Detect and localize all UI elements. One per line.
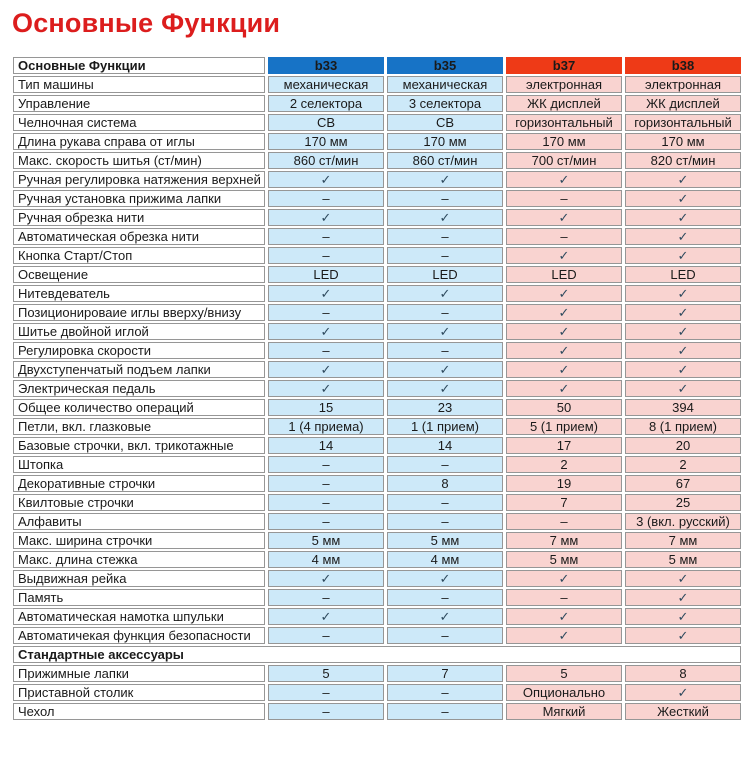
check-icon: ✓ xyxy=(320,571,332,586)
table-row xyxy=(13,285,741,302)
check-icon: ✓ xyxy=(677,343,689,358)
cell-b37: 7 мм xyxy=(506,532,622,549)
table-body xyxy=(13,76,741,720)
cell-b33: 15 xyxy=(268,399,384,416)
table-row xyxy=(13,247,741,264)
check-icon: ✓ xyxy=(439,381,451,396)
table-row xyxy=(13,171,741,188)
cell-b38 xyxy=(625,361,741,378)
row-label: Позиционироваие иглы вверху/внизу xyxy=(13,304,265,321)
cell-b35: 3 селектора xyxy=(387,95,503,112)
table-row xyxy=(13,456,741,473)
table-row xyxy=(13,608,741,625)
cell-b33: LED xyxy=(268,266,384,283)
cell-b38 xyxy=(625,608,741,625)
cell-b37: горизонтальный xyxy=(506,114,622,131)
check-icon: ✓ xyxy=(439,609,451,624)
row-label: Электрическая педаль xyxy=(13,380,265,397)
check-icon: ✓ xyxy=(439,210,451,225)
cell-b37 xyxy=(506,285,622,302)
model-header-b35: b35 xyxy=(387,57,503,74)
check-icon: ✓ xyxy=(558,286,570,301)
row-label: Макс. длина стежка xyxy=(13,551,265,568)
table-row xyxy=(13,570,741,587)
check-icon: ✓ xyxy=(558,362,570,377)
table-row xyxy=(13,95,741,112)
check-icon: ✓ xyxy=(439,571,451,586)
cell-b38: ЖК дисплей xyxy=(625,95,741,112)
row-label: Тип машины xyxy=(13,76,265,93)
row-label: Декоративные строчки xyxy=(13,475,265,492)
cell-b33 xyxy=(268,361,384,378)
table-row xyxy=(13,133,741,150)
check-icon: ✓ xyxy=(558,571,570,586)
cell-b37 xyxy=(506,304,622,321)
check-icon: ✓ xyxy=(558,248,570,263)
table-row xyxy=(13,114,741,131)
row-label: Регулировка скорости xyxy=(13,342,265,359)
check-icon: ✓ xyxy=(320,362,332,377)
cell-b35: – xyxy=(387,513,503,530)
cell-b35: 1 (1 прием) xyxy=(387,418,503,435)
check-icon: ✓ xyxy=(558,609,570,624)
check-icon: ✓ xyxy=(677,305,689,320)
check-icon: ✓ xyxy=(320,609,332,624)
table-row xyxy=(13,551,741,568)
table-row xyxy=(13,399,741,416)
section-header: Стандартные аксессуары xyxy=(13,646,741,663)
row-label: Шитье двойной иглой xyxy=(13,323,265,340)
cell-b35: 170 мм xyxy=(387,133,503,150)
check-icon: ✓ xyxy=(677,210,689,225)
cell-b33: – xyxy=(268,627,384,644)
cell-b35: механическая xyxy=(387,76,503,93)
header-row xyxy=(13,57,741,74)
cell-b33: 1 (4 приема) xyxy=(268,418,384,435)
check-icon: ✓ xyxy=(439,286,451,301)
table-corner-header: Основные Функции xyxy=(13,57,265,74)
cell-b37: 5 xyxy=(506,665,622,682)
check-icon: ✓ xyxy=(320,286,332,301)
cell-b33 xyxy=(268,608,384,625)
table-row xyxy=(13,228,741,245)
row-label: Петли, вкл. глазковые xyxy=(13,418,265,435)
check-icon: ✓ xyxy=(558,343,570,358)
cell-b35: – xyxy=(387,589,503,606)
row-label: Макс. ширина строчки xyxy=(13,532,265,549)
cell-b37: 5 мм xyxy=(506,551,622,568)
check-icon: ✓ xyxy=(677,628,689,643)
cell-b38: электронная xyxy=(625,76,741,93)
cell-b38: 20 xyxy=(625,437,741,454)
cell-b38: 394 xyxy=(625,399,741,416)
cell-b35 xyxy=(387,570,503,587)
cell-b33: – xyxy=(268,304,384,321)
cell-b38: 8 xyxy=(625,665,741,682)
cell-b37 xyxy=(506,608,622,625)
check-icon: ✓ xyxy=(320,172,332,187)
check-icon: ✓ xyxy=(677,685,689,700)
cell-b35: – xyxy=(387,494,503,511)
row-label: Базовые строчки, вкл. трикотажные xyxy=(13,437,265,454)
cell-b38 xyxy=(625,171,741,188)
cell-b33: 5 мм xyxy=(268,532,384,549)
row-label: Автоматическая намотка шпульки xyxy=(13,608,265,625)
cell-b37 xyxy=(506,323,622,340)
cell-b37 xyxy=(506,247,622,264)
cell-b38: 3 (вкл. русский) xyxy=(625,513,741,530)
cell-b35: 23 xyxy=(387,399,503,416)
row-label: Ручная установка прижима лапки xyxy=(13,190,265,207)
table-row xyxy=(13,209,741,226)
row-label: Длина рукава справа от иглы xyxy=(13,133,265,150)
row-label: Ручная регулировка натяжения верхней xyxy=(13,171,265,188)
row-label: Кнопка Старт/Стоп xyxy=(13,247,265,264)
cell-b38 xyxy=(625,304,741,321)
row-label: Ручная обрезка нити xyxy=(13,209,265,226)
cell-b33: 4 мм xyxy=(268,551,384,568)
cell-b38 xyxy=(625,570,741,587)
cell-b37 xyxy=(506,342,622,359)
cell-b33 xyxy=(268,285,384,302)
cell-b33 xyxy=(268,323,384,340)
cell-b38 xyxy=(625,627,741,644)
cell-b37: 700 ст/мин xyxy=(506,152,622,169)
cell-b38 xyxy=(625,342,741,359)
cell-b38 xyxy=(625,228,741,245)
cell-b35: – xyxy=(387,190,503,207)
cell-b38 xyxy=(625,209,741,226)
model-header-b33: b33 xyxy=(268,57,384,74)
cell-b38: 170 мм xyxy=(625,133,741,150)
row-label: Алфавиты xyxy=(13,513,265,530)
cell-b38: 8 (1 прием) xyxy=(625,418,741,435)
cell-b37 xyxy=(506,570,622,587)
check-icon: ✓ xyxy=(558,172,570,187)
cell-b37 xyxy=(506,171,622,188)
cell-b35: 7 xyxy=(387,665,503,682)
row-label: Челночная система xyxy=(13,114,265,131)
row-label: Макс. скорость шитья (ст/мин) xyxy=(13,152,265,169)
row-label: Освещение xyxy=(13,266,265,283)
cell-b35: 14 xyxy=(387,437,503,454)
cell-b38: 5 мм xyxy=(625,551,741,568)
table-row xyxy=(13,665,741,682)
cell-b33 xyxy=(268,570,384,587)
cell-b35: – xyxy=(387,228,503,245)
cell-b38 xyxy=(625,323,741,340)
check-icon: ✓ xyxy=(677,381,689,396)
row-label: Чехол xyxy=(13,703,265,720)
cell-b33: 860 ст/мин xyxy=(268,152,384,169)
row-label: Двухступенчатый подъем лапки xyxy=(13,361,265,378)
table-row xyxy=(13,589,741,606)
cell-b33: – xyxy=(268,228,384,245)
cell-b37: Мягкий xyxy=(506,703,622,720)
row-label: Автоматическая обрезка нити xyxy=(13,228,265,245)
cell-b33: – xyxy=(268,684,384,701)
cell-b38: LED xyxy=(625,266,741,283)
cell-b33: – xyxy=(268,456,384,473)
cell-b37 xyxy=(506,209,622,226)
check-icon: ✓ xyxy=(558,381,570,396)
table-row xyxy=(13,418,741,435)
cell-b38: 67 xyxy=(625,475,741,492)
row-label: Нитевдеватель xyxy=(13,285,265,302)
cell-b35: 860 ст/мин xyxy=(387,152,503,169)
cell-b38: 25 xyxy=(625,494,741,511)
cell-b37: – xyxy=(506,190,622,207)
table-row xyxy=(13,475,741,492)
cell-b35: – xyxy=(387,247,503,264)
cell-b35: – xyxy=(387,684,503,701)
check-icon: ✓ xyxy=(320,324,332,339)
check-icon: ✓ xyxy=(439,362,451,377)
cell-b38: горизонтальный xyxy=(625,114,741,131)
table-row xyxy=(13,532,741,549)
table-row xyxy=(13,304,741,321)
cell-b33: 170 мм xyxy=(268,133,384,150)
cell-b35 xyxy=(387,380,503,397)
cell-b33: – xyxy=(268,703,384,720)
cell-b35 xyxy=(387,285,503,302)
cell-b33 xyxy=(268,209,384,226)
cell-b35: – xyxy=(387,703,503,720)
cell-b35: – xyxy=(387,627,503,644)
cell-b33 xyxy=(268,380,384,397)
check-icon: ✓ xyxy=(677,191,689,206)
table-row xyxy=(13,380,741,397)
cell-b37: 19 xyxy=(506,475,622,492)
check-icon: ✓ xyxy=(677,324,689,339)
cell-b35: – xyxy=(387,342,503,359)
row-label: Приставной столик xyxy=(13,684,265,701)
cell-b37: 7 xyxy=(506,494,622,511)
row-label: Память xyxy=(13,589,265,606)
cell-b38: 7 мм xyxy=(625,532,741,549)
cell-b37: LED xyxy=(506,266,622,283)
cell-b37: – xyxy=(506,513,622,530)
row-label: Общее количество операций xyxy=(13,399,265,416)
cell-b37: – xyxy=(506,228,622,245)
cell-b38 xyxy=(625,285,741,302)
table-row xyxy=(13,513,741,530)
check-icon: ✓ xyxy=(320,210,332,225)
cell-b33: – xyxy=(268,475,384,492)
table-row xyxy=(13,703,741,720)
table-row xyxy=(13,76,741,93)
cell-b35: LED xyxy=(387,266,503,283)
page-title: Основные Функции xyxy=(12,8,281,38)
table-row xyxy=(13,152,741,169)
cell-b33: – xyxy=(268,190,384,207)
cell-b33: – xyxy=(268,247,384,264)
cell-b37: 17 xyxy=(506,437,622,454)
cell-b33 xyxy=(268,171,384,188)
cell-b38: 2 xyxy=(625,456,741,473)
cell-b37: ЖК дисплей xyxy=(506,95,622,112)
check-icon: ✓ xyxy=(677,571,689,586)
cell-b37 xyxy=(506,361,622,378)
cell-b37 xyxy=(506,380,622,397)
cell-b35 xyxy=(387,323,503,340)
cell-b33: – xyxy=(268,342,384,359)
cell-b33: 5 xyxy=(268,665,384,682)
row-label: Штопка xyxy=(13,456,265,473)
cell-b35 xyxy=(387,209,503,226)
cell-b33: механическая xyxy=(268,76,384,93)
row-label: Автоматичекая функция безопасности xyxy=(13,627,265,644)
cell-b35: 5 мм xyxy=(387,532,503,549)
check-icon: ✓ xyxy=(677,286,689,301)
cell-b37: 50 xyxy=(506,399,622,416)
check-icon: ✓ xyxy=(677,590,689,605)
check-icon: ✓ xyxy=(558,324,570,339)
cell-b37: Опционально xyxy=(506,684,622,701)
check-icon: ✓ xyxy=(677,609,689,624)
cell-b33: 14 xyxy=(268,437,384,454)
check-icon: ✓ xyxy=(558,210,570,225)
cell-b33: – xyxy=(268,494,384,511)
cell-b33: 2 селектора xyxy=(268,95,384,112)
cell-b35 xyxy=(387,171,503,188)
table-row xyxy=(13,437,741,454)
table-row xyxy=(13,190,741,207)
cell-b35 xyxy=(387,361,503,378)
check-icon: ✓ xyxy=(677,229,689,244)
cell-b33: СВ xyxy=(268,114,384,131)
table-row xyxy=(13,494,741,511)
comparison-table xyxy=(10,55,744,722)
cell-b37 xyxy=(506,627,622,644)
check-icon: ✓ xyxy=(677,172,689,187)
cell-b35: 8 xyxy=(387,475,503,492)
table-row xyxy=(13,266,741,283)
cell-b35: – xyxy=(387,456,503,473)
cell-b35: – xyxy=(387,304,503,321)
check-icon: ✓ xyxy=(439,324,451,339)
cell-b37: электронная xyxy=(506,76,622,93)
cell-b33: – xyxy=(268,589,384,606)
check-icon: ✓ xyxy=(439,172,451,187)
cell-b37: 5 (1 прием) xyxy=(506,418,622,435)
cell-b37: – xyxy=(506,589,622,606)
check-icon: ✓ xyxy=(677,362,689,377)
cell-b37: 170 мм xyxy=(506,133,622,150)
row-label: Управление xyxy=(13,95,265,112)
cell-b33: – xyxy=(268,513,384,530)
check-icon: ✓ xyxy=(558,628,570,643)
cell-b35: СВ xyxy=(387,114,503,131)
cell-b37: 2 xyxy=(506,456,622,473)
table-row xyxy=(13,342,741,359)
table-row xyxy=(13,361,741,378)
row-label: Квилтовые строчки xyxy=(13,494,265,511)
check-icon: ✓ xyxy=(677,248,689,263)
table-row xyxy=(13,627,741,644)
cell-b38 xyxy=(625,190,741,207)
cell-b38: 820 ст/мин xyxy=(625,152,741,169)
check-icon: ✓ xyxy=(320,381,332,396)
cell-b38 xyxy=(625,247,741,264)
check-icon: ✓ xyxy=(558,305,570,320)
row-label: Выдвижная рейка xyxy=(13,570,265,587)
cell-b38 xyxy=(625,380,741,397)
cell-b35: 4 мм xyxy=(387,551,503,568)
table-row xyxy=(13,684,741,701)
row-label: Прижимные лапки xyxy=(13,665,265,682)
cell-b38 xyxy=(625,684,741,701)
section-row xyxy=(13,646,741,663)
cell-b38: Жесткий xyxy=(625,703,741,720)
cell-b38 xyxy=(625,589,741,606)
model-header-b38: b38 xyxy=(625,57,741,74)
table-row xyxy=(13,323,741,340)
model-header-b37: b37 xyxy=(506,57,622,74)
cell-b35 xyxy=(387,608,503,625)
